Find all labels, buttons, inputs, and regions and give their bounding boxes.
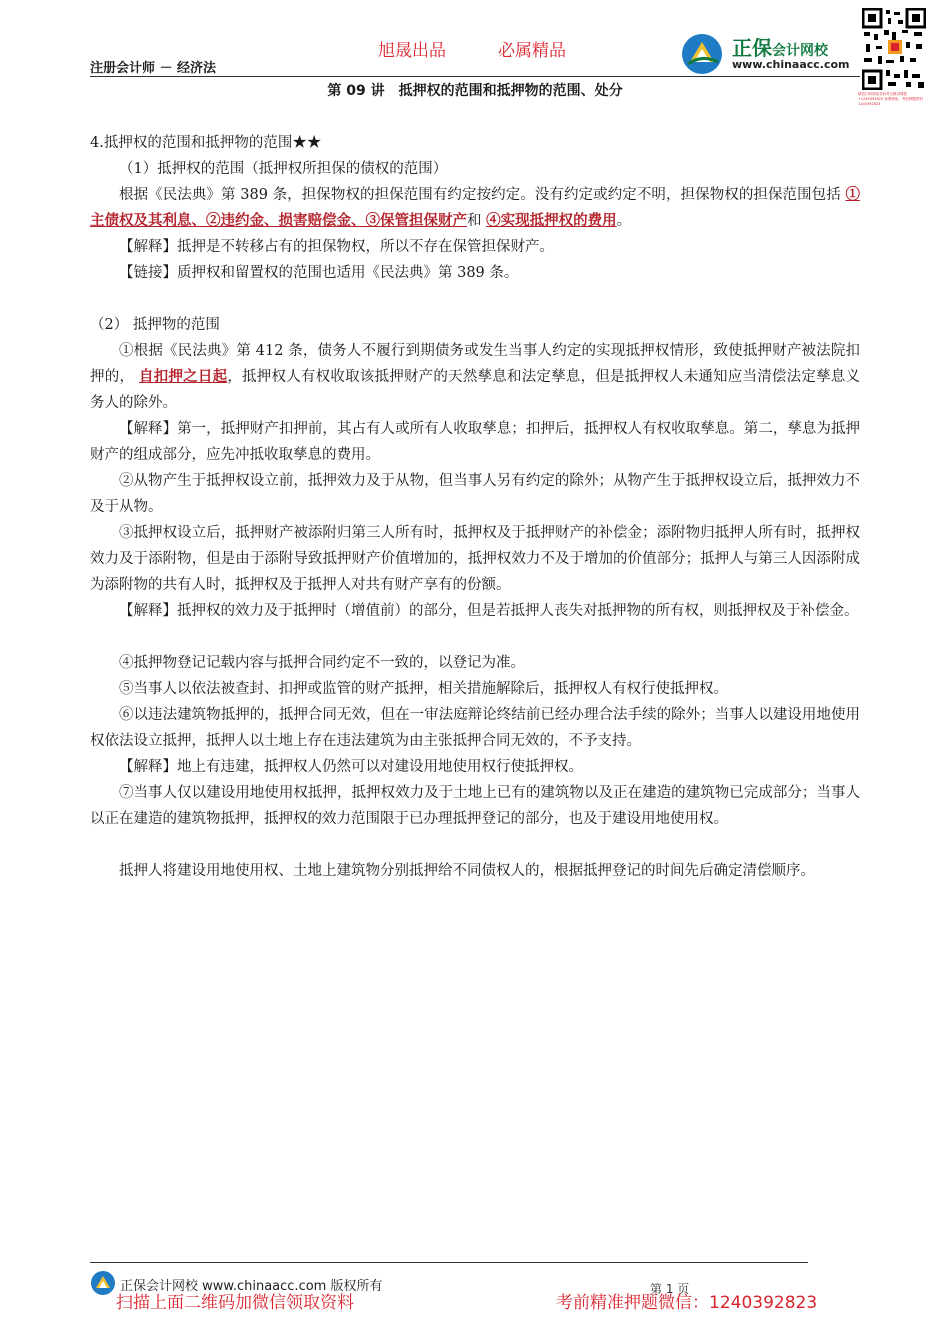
logo-name: 正保 bbox=[732, 36, 772, 60]
explanation-2: 【解释】第一，抵押财产扣押前，其占有人或所有人收取孳息；扣押后，抵押权人有权收取孳息。第二，孳息为抵押财产的组成部分，应先冲抵收取孳息的费用。 bbox=[90, 421, 860, 463]
paragraph-registration: ④抵押物登记记载内容与抵押合同约定不一致的，以登记为准。 bbox=[119, 655, 525, 671]
promo-top-right: 必属精品 bbox=[498, 41, 566, 61]
paragraph-seizure-text: ①根据《民法典》第 412 条，债务人不履行到期债务或发生当事人约定的实现抵押权情形，致使抵押财产被法院扣押的， bbox=[90, 343, 860, 385]
promo-bottom-left: 扫描上面二维码加微信领取资料 bbox=[116, 1293, 354, 1313]
logo-sub: 会计网校 bbox=[772, 43, 828, 59]
link-note: 【链接】质押权和留置权的范围也适用《民法典》第 389 条。 bbox=[119, 265, 519, 281]
chinaacc-logo[interactable] bbox=[680, 30, 858, 78]
course-subject: 注册会计师 － 经济法 bbox=[90, 61, 217, 76]
logo-url: www.chinaacc.com bbox=[732, 58, 850, 71]
header-rule bbox=[90, 76, 860, 77]
footer-rule bbox=[90, 1262, 808, 1263]
section-heading-1: 4.抵押权的范围和抵押物的范围★★ bbox=[90, 135, 322, 151]
explanation-3: 【解释】抵押权的效力及于抵押时（增值前）的部分，但是若抵押人丧失对抵押物的所有权，则抵押权及于补偿金。 bbox=[119, 603, 859, 619]
promo-bottom-right: 考前精准押题微信：1240392823 bbox=[556, 1293, 818, 1313]
page-number: 第 1 页 bbox=[650, 1282, 690, 1296]
qr-caption: 微信扫码领取全科考点精讲课程+1240392823 免费领取，考前押题资料 1240392823 bbox=[858, 92, 923, 106]
emphasis-seizure-date: 自扣押之日起 bbox=[139, 368, 228, 385]
paragraph-priority: 抵押人将建设用地使用权、土地上建筑物分别抵押给不同债权人的，根据抵押登记的时间先后确定清偿顺序。 bbox=[119, 863, 815, 879]
paragraph-scope-text: 根据《民法典》第 389 条，担保物权的担保范围有约定按约定。没有约定或约定不明，担保物权的担保范围包括 bbox=[119, 187, 846, 203]
paragraph-scope-conj: 和 bbox=[467, 213, 487, 229]
emphasis-scope-items: ①主债权及其利息、②违约金、损害赔偿金、③保管担保财产 bbox=[90, 186, 860, 229]
paragraph-seizure-end: ，抵押权人有权收取该抵押财产的天然孳息和法定孳息，但是抵押权人未通知应当清偿法定孳息义务人的除外。 bbox=[90, 369, 861, 411]
paragraph-sealed-property: ⑤当事人以依法被查封、扣押或监管的财产抵押，相关措施解除后，抵押权人有权行使抵押权。 bbox=[119, 681, 728, 697]
footer-copyright: 正保会计网校 www.chinaacc.com 版权所有 bbox=[120, 1279, 383, 1294]
explanation-1: 【解释】抵押是不转移占有的担保物权，所以不存在保管担保财产。 bbox=[119, 239, 554, 255]
paragraph-land-use-right: ⑦当事人仅以建设用地使用权抵押，抵押权效力及于土地上已有的建筑物以及正在建造的建筑物已完成部分；当事人以正在建造的建筑物抵押，抵押权的效力范围限于已办理抵押登记的部分，也及于建设用地使用权。 bbox=[90, 785, 860, 827]
paragraph-accessory: ②从物产生于抵押权设立前，抵押效力及于从物，但当事人另有约定的除外；从物产生于抵押权设立后，抵押效力不及于从物。 bbox=[90, 473, 860, 515]
subsection-heading-1: （1）抵押权的范围（抵押权所担保的债权的范围） bbox=[119, 161, 448, 177]
paragraph-accession: ③抵押权设立后，抵押财产被添附归第三人所有时，抵押权及于抵押财产的补偿金；添附物归抵押人所有时，抵押权效力及于添附物，但是由于添附导致抵押财产价值增加的，抵押权效力不及于增加的价值部分；抵押人与第三人因添附成为添附物的共有人时，抵押权及于抵押人对共有财产享有的份额。 bbox=[90, 525, 860, 593]
paragraph-illegal-building: ⑥以违法建筑物抵押的，抵押合同无效，但在一审法庭辩论终结前已经办理合法手续的除外；当事人以建设用地使用权依法设立抵押，抵押人以土地上存在违法建筑为由主张抵押合同无效的，不予支持。 bbox=[90, 707, 860, 749]
paragraph-scope bbox=[90, 182, 860, 234]
lecture-title: 第 09 讲 抵押权的范围和抵押物的范围、处分 bbox=[327, 83, 623, 99]
qr-code-icon[interactable] bbox=[862, 8, 926, 90]
chinaacc-logo-icon bbox=[680, 32, 724, 76]
subsection-heading-2: （2） 抵押物的范围 bbox=[90, 317, 220, 333]
paragraph-seizure bbox=[90, 338, 860, 416]
promo-top-left: 旭晟出品 bbox=[378, 41, 446, 61]
emphasis-enforcement-cost: ④实现抵押权的费用 bbox=[486, 212, 617, 229]
explanation-4: 【解释】地上有违建，抵押权人仍然可以对建设用地使用权行使抵押权。 bbox=[119, 759, 583, 775]
footer-logo-icon bbox=[90, 1270, 116, 1296]
paragraph-scope-end: 。 bbox=[616, 213, 632, 229]
